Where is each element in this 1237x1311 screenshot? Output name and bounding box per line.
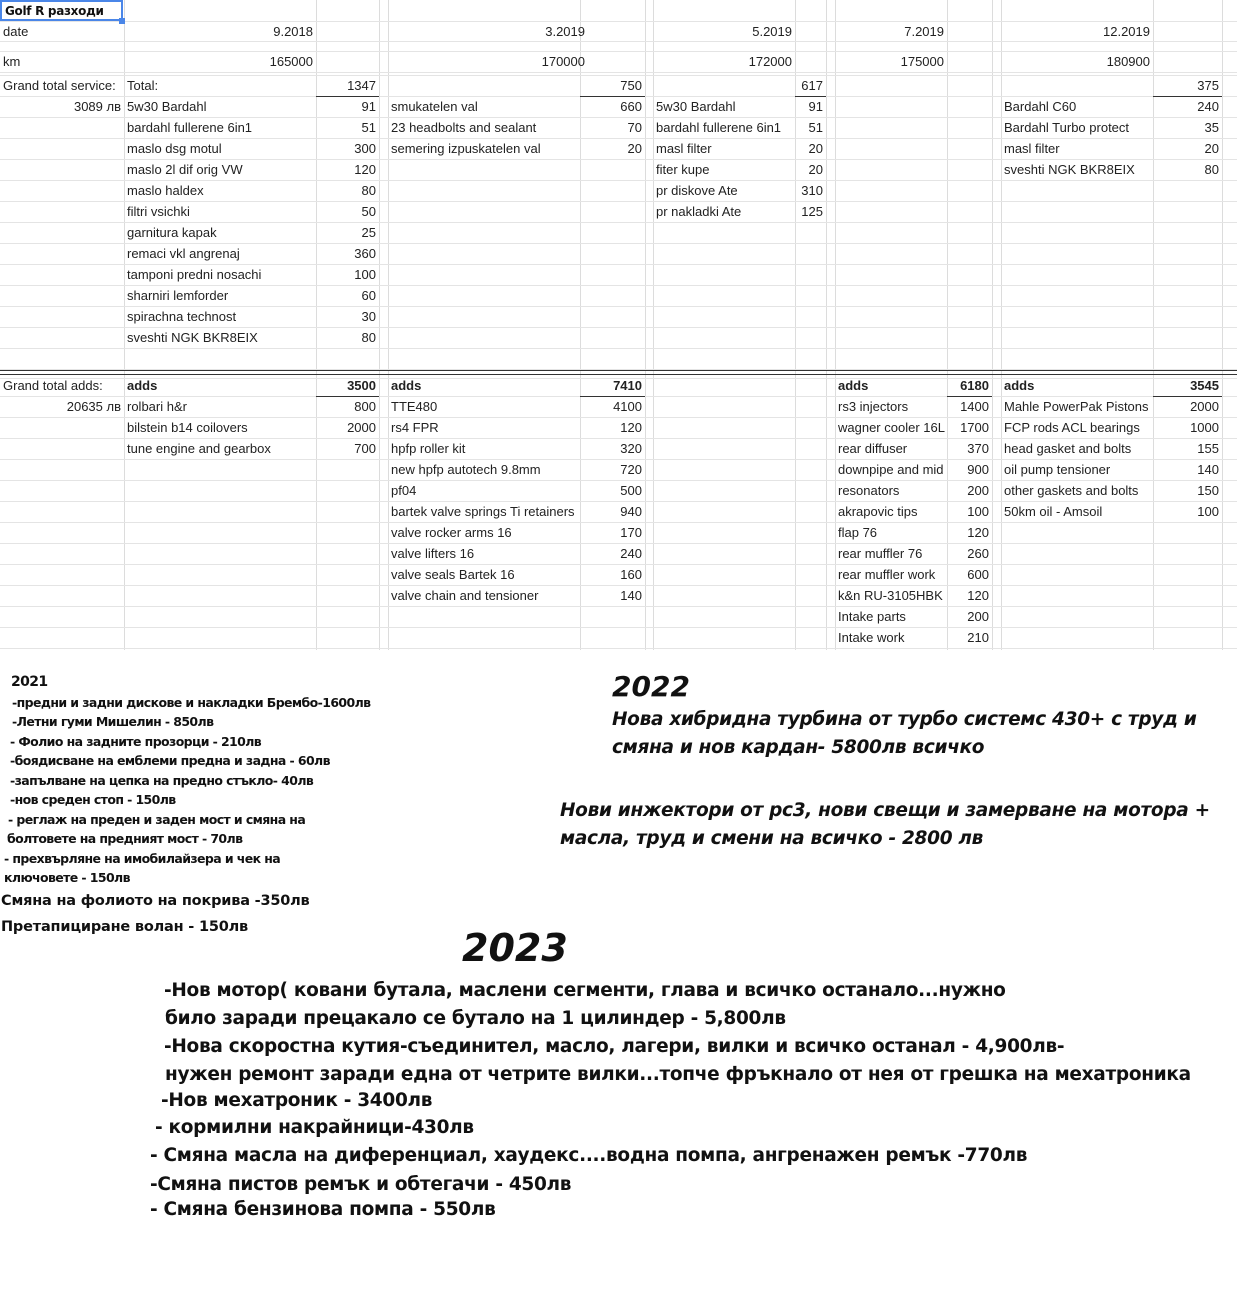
selected-cell[interactable] — [0, 0, 123, 21]
adds-item-name[interactable]: hpfp roller kit — [391, 441, 466, 456]
note-line: - Фолио на задните прозорци - 210лв — [10, 733, 262, 749]
date-value[interactable]: 5.2019 — [752, 24, 792, 39]
adds-item-price[interactable]: 900 — [967, 462, 989, 477]
service-item-name[interactable]: spirachna technost — [127, 309, 237, 324]
adds-item-name[interactable]: FCP rods ACL bearings — [1004, 420, 1140, 435]
adds-item-name[interactable]: bilstein b14 coilovers — [127, 420, 248, 435]
note-line: масла, труд и смени на всичко - 2800 лв — [560, 828, 984, 849]
note-line: смяна и нов кардан- 5800лв всичко — [612, 737, 985, 758]
service-item-price[interactable]: 20 — [1204, 141, 1219, 156]
adds-item-price[interactable]: 200 — [967, 483, 989, 498]
year-2021: 2021 — [11, 674, 48, 690]
service-item-name[interactable]: bardahl fullerene 6in1 — [656, 120, 782, 135]
adds-item-name[interactable]: 50km oil - Amsoil — [1004, 504, 1103, 519]
service-item-price[interactable]: 51 — [361, 120, 376, 135]
adds-item-price[interactable]: 1700 — [960, 420, 989, 435]
adds-header[interactable]: adds — [127, 378, 158, 393]
adds-item-name[interactable]: pf04 — [391, 483, 417, 498]
adds-total[interactable]: 3500 — [316, 375, 379, 397]
service-item-price[interactable]: 100 — [354, 267, 376, 282]
row-label-service[interactable]: Grand total service: — [3, 78, 116, 93]
service-item-price[interactable]: 20 — [627, 141, 642, 156]
note-line: Претапициране волан - 150лв — [1, 918, 249, 935]
notes-2022-second — [560, 797, 1210, 853]
note-line: -предни и задни дискове и накладки Брембо-1600лв — [12, 694, 371, 710]
adds-item-price[interactable]: 2000 — [347, 420, 376, 435]
row-label-km[interactable]: km — [3, 54, 21, 69]
service-item-name[interactable]: maslo dsg motul — [127, 141, 222, 156]
adds-item-price[interactable]: 800 — [354, 399, 376, 414]
adds-item-price[interactable]: 260 — [967, 546, 989, 561]
adds-item-name[interactable]: oil pump tensioner — [1004, 462, 1111, 477]
adds-item-price[interactable]: 600 — [967, 567, 989, 582]
adds-item-name[interactable]: flap 76 — [838, 525, 878, 540]
adds-item-price[interactable]: 4100 — [613, 399, 642, 414]
date-value[interactable]: 3.2019 — [545, 24, 585, 39]
km-value[interactable]: 175000 — [900, 54, 944, 69]
service-item-name[interactable]: sveshti NGK BKR8EIX — [127, 330, 258, 345]
km-value[interactable]: 165000 — [269, 54, 313, 69]
service-item-name[interactable]: filtri vsichki — [127, 204, 190, 219]
adds-item-price[interactable]: 1400 — [960, 399, 989, 414]
service-item-name[interactable]: semering izpuskatelen val — [391, 141, 541, 156]
note-line: било заради прецакало се бутало на 1 цилиндер - 5,800лв — [165, 1008, 786, 1029]
adds-item-price[interactable]: 120 — [620, 420, 642, 435]
adds-item-name[interactable]: k&n RU-3105HBK — [838, 588, 943, 603]
adds-item-name[interactable]: downpipe and mid — [838, 462, 944, 477]
service-item-name[interactable]: maslo 2l dif orig VW — [127, 162, 243, 177]
adds-item-price[interactable]: 2000 — [1190, 399, 1219, 414]
note-line: - Смяна бензинова помпа - 550лв — [150, 1199, 496, 1220]
adds-item-name[interactable]: bartek valve springs Ti retainers — [391, 504, 575, 519]
service-item-price[interactable]: 20 — [808, 141, 823, 156]
notes-2021 — [1, 673, 371, 940]
service-item-price[interactable]: 310 — [801, 183, 823, 198]
service-item-name[interactable]: maslo haldex — [127, 183, 204, 198]
service-item-price[interactable]: 80 — [361, 330, 376, 345]
grand-total-adds[interactable]: 20635 лв — [66, 399, 121, 414]
note-line: -запълване на цепка на предно стъкло- 40лв — [10, 772, 314, 788]
adds-item-name[interactable]: head gasket and bolts — [1004, 441, 1132, 456]
service-item-name[interactable]: pr diskove Ate — [656, 183, 738, 198]
note-line: болтовете на предният мост - 70лв — [7, 831, 243, 846]
adds-item-price[interactable]: 320 — [620, 441, 642, 456]
note-line: -Летни гуми Мишелин - 850лв — [12, 714, 214, 729]
adds-item-price[interactable]: 160 — [620, 567, 642, 582]
service-total[interactable]: 1347 — [316, 75, 379, 97]
service-item-price[interactable]: 50 — [361, 204, 376, 219]
adds-item-name[interactable]: Intake work — [838, 630, 905, 645]
adds-item-price[interactable]: 500 — [620, 483, 642, 498]
service-item-price[interactable]: 80 — [1204, 162, 1219, 177]
adds-item-name[interactable]: valve lifters 16 — [391, 546, 475, 561]
row-label-adds[interactable]: Grand total adds: — [3, 378, 103, 393]
km-value[interactable]: 180900 — [1106, 54, 1150, 69]
adds-item-price[interactable]: 100 — [967, 504, 989, 519]
adds-item-name[interactable]: rear muffler 76 — [838, 546, 923, 561]
service-item-price[interactable]: 35 — [1204, 120, 1219, 135]
adds-header[interactable]: adds — [1004, 378, 1035, 393]
note-line: -Нова скоростна кутия-съединител, масло, лагери, вилки и всичко останал - 4,900лв- — [164, 1036, 1065, 1057]
adds-item-price[interactable]: 1000 — [1190, 420, 1219, 435]
adds-item-price[interactable]: 240 — [620, 546, 642, 561]
adds-item-name[interactable]: other gaskets and bolts — [1004, 483, 1139, 498]
note-line: -Смяна пистов ремък и обтегачи - 450лв — [150, 1174, 572, 1195]
service-total[interactable]: 617 — [795, 75, 826, 97]
notes-2022 — [612, 668, 1197, 762]
adds-item-price[interactable]: 720 — [620, 462, 642, 477]
service-item-name[interactable]: smukatelen val — [391, 99, 478, 114]
service-item-name[interactable]: 5w30 Bardahl — [127, 99, 207, 114]
service-total[interactable]: 375 — [1153, 75, 1222, 97]
date-value[interactable]: 12.2019 — [1103, 24, 1150, 39]
service-item-name[interactable]: Bardahl Turbo protect — [1004, 120, 1130, 135]
service-item-name[interactable]: pr nakladki Ate — [656, 204, 742, 219]
service-item-price[interactable]: 30 — [361, 309, 376, 324]
service-item-price[interactable]: 60 — [361, 288, 376, 303]
service-item-price[interactable]: 51 — [808, 120, 823, 135]
year-2023: 2023 — [462, 926, 568, 970]
service-item-name[interactable]: 5w30 Bardahl — [656, 99, 736, 114]
service-item-name[interactable]: 23 headbolts and sealant — [391, 120, 537, 135]
service-item-price[interactable]: 660 — [620, 99, 642, 114]
adds-item-price[interactable]: 150 — [1197, 483, 1219, 498]
note-line: ключовете - 150лв — [4, 870, 130, 885]
adds-item-price[interactable]: 370 — [967, 441, 989, 456]
service-item-price[interactable]: 91 — [808, 99, 823, 114]
adds-item-name[interactable]: tune engine and gearbox — [127, 441, 271, 456]
service-item-price[interactable]: 240 — [1197, 99, 1219, 114]
adds-item-name[interactable]: Mahle PowerPak Pistons — [1004, 399, 1149, 414]
adds-item-price[interactable]: 140 — [620, 588, 642, 603]
service-total[interactable]: 750 — [580, 75, 645, 97]
adds-item-price[interactable]: 200 — [967, 609, 989, 624]
adds-item-name[interactable]: Intake parts — [838, 609, 906, 624]
adds-item-price[interactable]: 170 — [620, 525, 642, 540]
adds-total[interactable]: 3545 — [1153, 375, 1222, 397]
service-item-name[interactable]: remaci vkl angrenaj — [127, 246, 240, 261]
service-item-price[interactable]: 300 — [354, 141, 376, 156]
adds-item-name[interactable]: valve chain and tensioner — [391, 588, 539, 603]
note-line: - реглаж на преден и заден мост и смяна на — [8, 811, 306, 827]
adds-item-price[interactable]: 155 — [1197, 441, 1219, 456]
service-header[interactable]: Total: — [127, 78, 159, 93]
service-item-name[interactable]: masl filter — [1004, 141, 1060, 156]
service-item-name[interactable]: masl filter — [656, 141, 712, 156]
adds-item-price[interactable]: 140 — [1197, 462, 1219, 477]
adds-item-price[interactable]: 940 — [620, 504, 642, 519]
service-item-price[interactable]: 70 — [627, 120, 642, 135]
service-item-name[interactable]: sveshti NGK BKR8EIX — [1004, 162, 1135, 177]
sheet-title: Golf R разходи — [5, 4, 104, 18]
note-line: Смяна на фолиото на покрива -350лв — [1, 892, 310, 909]
service-item-name[interactable]: bardahl fullerene 6in1 — [127, 120, 253, 135]
service-item-name[interactable]: tamponi predni nosachi — [127, 267, 262, 282]
service-item-price[interactable]: 125 — [801, 204, 823, 219]
adds-item-name[interactable]: wagner cooler 16L — [838, 420, 945, 435]
adds-item-price[interactable]: 210 — [967, 630, 989, 645]
note-line: - кормилни накрайници-430лв — [155, 1117, 474, 1138]
service-item-price[interactable]: 360 — [354, 246, 376, 261]
note-line: -нов среден стоп - 150лв — [10, 792, 176, 807]
adds-header[interactable]: adds — [838, 378, 869, 393]
year-2022: 2022 — [612, 670, 690, 703]
service-item-price[interactable]: 120 — [354, 162, 376, 177]
service-item-name[interactable]: sharniri lemforder — [127, 288, 229, 303]
note-line: Нови инжектори от рс3, нови свещи и замерване на мотора + — [560, 800, 1210, 821]
adds-item-name[interactable]: valve seals Bartek 16 — [391, 567, 515, 582]
adds-item-name[interactable]: akrapovic tips — [838, 504, 918, 519]
adds-total[interactable]: 7410 — [580, 375, 645, 397]
adds-item-name[interactable]: new hpfp autotech 9.8mm — [391, 462, 541, 477]
note-line: -Нов мотор( ковани бутала, маслени сегменти, глава и всичко останало...нужно — [164, 980, 1006, 1001]
adds-item-name[interactable]: TTE480 — [391, 399, 438, 414]
service-item-price[interactable]: 25 — [361, 225, 376, 240]
service-item-price[interactable]: 91 — [361, 99, 376, 114]
adds-item-name[interactable]: valve rocker arms 16 — [391, 525, 512, 540]
note-line: - Смяна масла на диференциал, хаудекс....водна помпа, ангренажен ремък -770лв — [150, 1145, 1028, 1166]
adds-item-price[interactable]: 100 — [1197, 504, 1219, 519]
note-line: Нова хибридна турбина от турбо системс 430+ с труд и — [612, 709, 1197, 730]
adds-item-name[interactable]: rear diffuser — [838, 441, 908, 456]
adds-total[interactable]: 6180 — [947, 375, 992, 397]
adds-item-name[interactable]: rear muffler work — [838, 567, 936, 582]
service-item-name[interactable]: fiter kupe — [656, 162, 710, 177]
km-value[interactable]: 170000 — [541, 54, 585, 69]
adds-item-name[interactable]: rs3 injectors — [838, 399, 909, 414]
note-line: -Нов мехатроник - 3400лв — [161, 1090, 433, 1111]
grand-total-service[interactable]: 3089 лв — [73, 99, 121, 114]
service-item-name[interactable]: Bardahl C60 — [1004, 99, 1077, 114]
adds-item-price[interactable]: 120 — [967, 525, 989, 540]
adds-header[interactable]: adds — [391, 378, 422, 393]
adds-item-price[interactable]: 700 — [354, 441, 376, 456]
date-value[interactable]: 7.2019 — [904, 24, 944, 39]
service-item-price[interactable]: 20 — [808, 162, 823, 177]
row-label-date[interactable]: date — [3, 24, 29, 39]
note-line: -боядисване на емблеми предна и задна - 60лв — [10, 753, 330, 768]
adds-item-price[interactable]: 120 — [967, 588, 989, 603]
adds-item-name[interactable]: rolbari h&r — [127, 399, 187, 414]
adds-item-name[interactable]: rs4 FPR — [391, 420, 439, 435]
service-item-name[interactable]: garnitura kapak — [127, 225, 217, 240]
note-line: - прехвърляне на имобилайзера и чек на — [4, 850, 281, 866]
date-value[interactable]: 9.2018 — [273, 24, 313, 39]
service-item-price[interactable]: 80 — [361, 183, 376, 198]
adds-item-name[interactable]: resonators — [838, 483, 900, 498]
km-value[interactable]: 172000 — [748, 54, 792, 69]
note-line: нужен ремонт заради една от четрите вилки...топче фръкнало от нея от грешка на мехатроника — [165, 1064, 1191, 1085]
spreadsheet — [0, 0, 1237, 650]
